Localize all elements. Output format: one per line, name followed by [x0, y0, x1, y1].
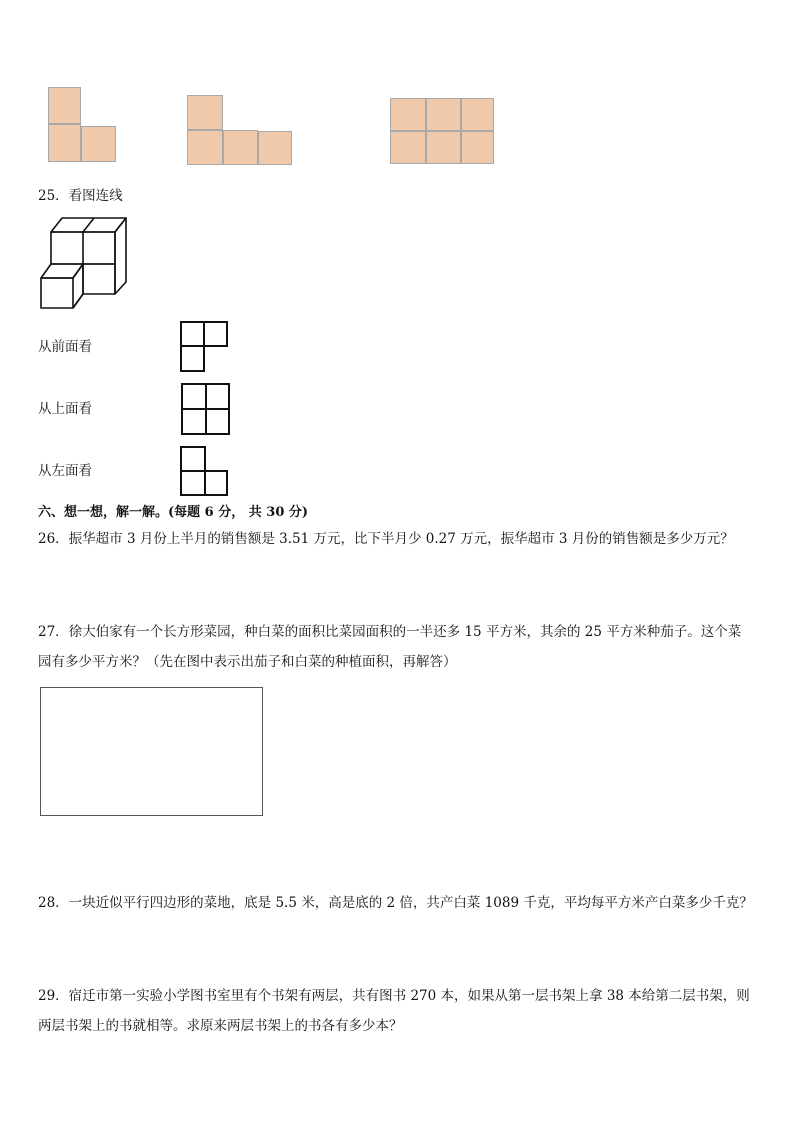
grid-cell: [180, 446, 206, 472]
left-view-label: 从左面看: [38, 463, 92, 479]
square: [187, 95, 223, 130]
section-6-heading: 六、想一想，解一解。(每题 6 分， 共 30 分): [38, 505, 309, 520]
square: [461, 131, 494, 164]
square: [187, 130, 223, 165]
grid-cell: [180, 321, 205, 347]
square: [390, 98, 426, 131]
q29-line2: 两层书架上的书就相等。求原来两层书架上的书各有多少本？: [38, 1018, 403, 1034]
q27-line2: 园有多少平方米？（先在图中表示出茄子和白菜的种植面积，再解答）: [38, 654, 457, 670]
square: [426, 131, 461, 164]
front-view-label: 从前面看: [38, 339, 92, 355]
garden-rectangle: [40, 687, 263, 816]
cube-stack-figure: [38, 214, 138, 314]
square: [390, 131, 426, 164]
top-view-label: 从上面看: [38, 401, 92, 417]
grid-cell: [180, 345, 205, 372]
square: [461, 98, 494, 131]
square: [81, 126, 116, 162]
grid-cell: [180, 470, 206, 496]
q26-text: 26．振华超市 3 月份上半月的销售额是 3.51 万元，比下半月少 0.27 万元，振华超市 3 月份的销售额是多少万元？: [38, 531, 734, 547]
grid-cell: [181, 383, 207, 410]
q29-line1: 29．宿迁市第一实验小学图书室里有个书架有两层，共有图书 270 本，如果从第一层书架上拿 38 本给第二层书架，则: [38, 988, 750, 1004]
square: [48, 124, 81, 162]
q27-line1: 27．徐大伯家有一个长方形菜园，种白菜的面积比菜园面积的一半还多 15 平方米，其余的 25 平方米种茄子。这个菜: [38, 624, 742, 640]
grid-cell: [205, 408, 230, 435]
square: [48, 87, 81, 124]
grid-cell: [205, 383, 230, 410]
q25-title: 25．看图连线: [38, 188, 123, 204]
square: [426, 98, 461, 131]
square: [223, 130, 258, 165]
q28-text: 28．一块近似平行四边形的菜地，底是 5.5 米，高是底的 2 倍，共产白菜 1089 千克，平均每平方米产白菜多少千克？: [38, 895, 753, 911]
square: [258, 131, 292, 165]
grid-cell: [204, 470, 228, 496]
grid-cell: [181, 408, 207, 435]
grid-cell: [203, 321, 228, 347]
